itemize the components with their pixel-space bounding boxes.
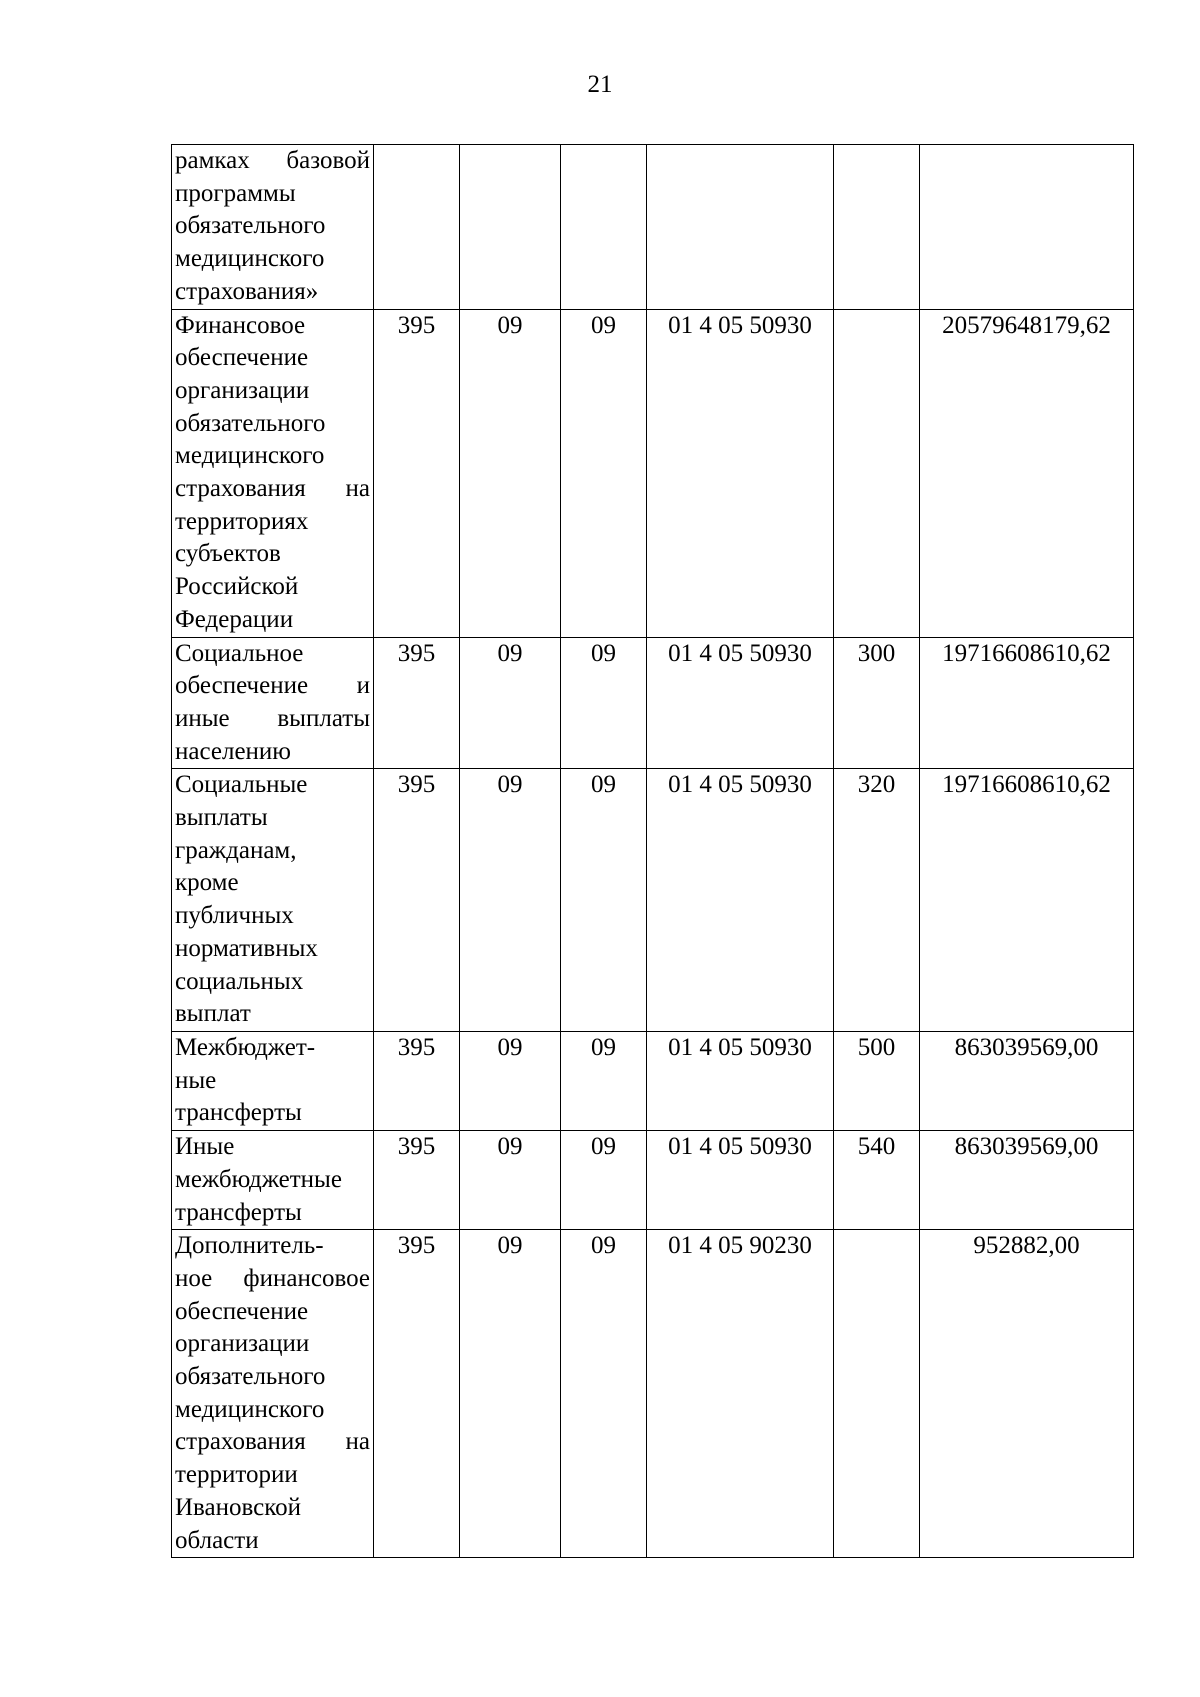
cell-name-line: трансферты (175, 1099, 302, 1127)
cell-name-line: организации (175, 1330, 310, 1358)
cell-name-line: медицинского (175, 245, 325, 273)
cell-admin-code (374, 145, 460, 310)
cell-section: 09 (460, 309, 561, 637)
cell-expense-type (834, 1230, 920, 1558)
cell-expense-type: 300 (834, 637, 920, 769)
cell-admin-code: 395 (374, 769, 460, 1032)
cell-name-line: Межбюджет- (175, 1033, 316, 1061)
cell-admin-code: 395 (374, 309, 460, 637)
cell-target-article: 01 4 05 50930 (647, 1031, 834, 1130)
cell-name-line: трансферты (175, 1198, 302, 1226)
cell-name-line: территории (175, 1461, 298, 1489)
cell-name-line: обязательного (175, 409, 326, 437)
cell-name-line: обязательного (175, 212, 326, 240)
table-row (172, 769, 1134, 1032)
cell-target-article: 01 4 05 50930 (647, 769, 834, 1032)
cell-name-line: обеспечение (175, 1297, 309, 1325)
cell-name-line: публичных (175, 902, 294, 930)
cell-section: 09 (460, 1131, 561, 1230)
cell-expense-type: 320 (834, 769, 920, 1032)
cell-expense-type: 540 (834, 1131, 920, 1230)
cell-admin-code: 395 (374, 637, 460, 769)
cell-expense-type (834, 309, 920, 637)
cell-section: 09 (460, 1230, 561, 1558)
cell-amount: 952882,00 (920, 1230, 1134, 1558)
cell-subsection: 09 (561, 1031, 647, 1130)
cell-name (172, 145, 374, 310)
cell-name (172, 1131, 374, 1230)
cell-name-line: организации (175, 376, 310, 404)
cell-name-line: гражданам, (175, 836, 297, 864)
cell-name-line: рамках базовой (175, 147, 370, 174)
cell-amount: 863039569,00 (920, 1031, 1134, 1130)
cell-name-line: медицинского (175, 442, 325, 470)
table-row (172, 1031, 1134, 1130)
cell-amount (920, 145, 1134, 310)
budget-table (171, 144, 1134, 1558)
cell-amount: 19716608610,62 (920, 637, 1134, 769)
cell-target-article: 01 4 05 50930 (647, 1131, 834, 1230)
cell-expense-type (834, 145, 920, 310)
cell-amount: 20579648179,62 (920, 309, 1134, 637)
cell-name-line: страхования на (175, 1428, 370, 1456)
cell-subsection: 09 (561, 309, 647, 637)
cell-name-line: Социальные (175, 771, 308, 799)
cell-name-line: области (175, 1526, 259, 1554)
cell-subsection: 09 (561, 637, 647, 769)
cell-name-line: Дополнитель- (175, 1232, 324, 1260)
cell-name-line: Финансовое (175, 311, 306, 339)
cell-amount: 19716608610,62 (920, 769, 1134, 1032)
cell-subsection: 09 (561, 1230, 647, 1558)
cell-target-article (647, 145, 834, 310)
cell-name-line: обеспечение (175, 344, 309, 372)
cell-name-line: выплат (175, 1000, 251, 1028)
cell-name-line: Ивановской (175, 1493, 302, 1521)
cell-target-article: 01 4 05 50930 (647, 309, 834, 637)
cell-name-line: медицинского (175, 1395, 325, 1423)
cell-subsection: 09 (561, 769, 647, 1032)
cell-expense-type: 500 (834, 1031, 920, 1130)
cell-name-line: Иные (175, 1133, 235, 1161)
cell-subsection: 09 (561, 1131, 647, 1230)
cell-name-line: страхования» (175, 277, 319, 305)
cell-name (172, 1230, 374, 1558)
cell-subsection (561, 145, 647, 310)
cell-name-line: территориях (175, 507, 309, 535)
cell-name-line: межбюджетные (175, 1165, 342, 1193)
cell-name-line: обязательного (175, 1363, 326, 1391)
cell-admin-code: 395 (374, 1230, 460, 1558)
cell-section: 09 (460, 1031, 561, 1130)
cell-section: 09 (460, 769, 561, 1032)
cell-name-line: иные выплаты (175, 704, 370, 732)
cell-name-line: нормативных (175, 934, 318, 962)
cell-target-article: 01 4 05 90230 (647, 1230, 834, 1558)
cell-name-line: ные (175, 1066, 217, 1094)
cell-name-line: социальных (175, 967, 304, 995)
cell-name (172, 769, 374, 1032)
cell-section (460, 145, 561, 310)
cell-name-line: кроме (175, 869, 239, 897)
cell-name-line: Федерации (175, 605, 294, 633)
table-row (172, 309, 1134, 637)
table-row (172, 1230, 1134, 1558)
cell-name-line: Российской (175, 573, 299, 601)
cell-name-line: страхования на (175, 475, 370, 503)
cell-admin-code: 395 (374, 1031, 460, 1130)
cell-name-line: субъектов (175, 540, 281, 568)
cell-admin-code: 395 (374, 1131, 460, 1230)
cell-name (172, 1031, 374, 1130)
cell-name-line: программы (175, 179, 296, 207)
cell-section: 09 (460, 637, 561, 769)
cell-name-line: ное финансовое (175, 1264, 370, 1292)
cell-name-line: населению (175, 737, 291, 765)
table-row (172, 637, 1134, 769)
cell-name-line: выплаты (175, 804, 268, 832)
table-row (172, 1131, 1134, 1230)
cell-amount: 863039569,00 (920, 1131, 1134, 1230)
cell-name-line: обеспечение и (175, 672, 370, 700)
cell-target-article: 01 4 05 50930 (647, 637, 834, 769)
cell-name (172, 637, 374, 769)
cell-name (172, 309, 374, 637)
budget-table-body (172, 145, 1134, 1558)
table-row (172, 145, 1134, 310)
page-number: 21 (587, 71, 613, 98)
cell-name-line: Социальное (175, 639, 304, 667)
